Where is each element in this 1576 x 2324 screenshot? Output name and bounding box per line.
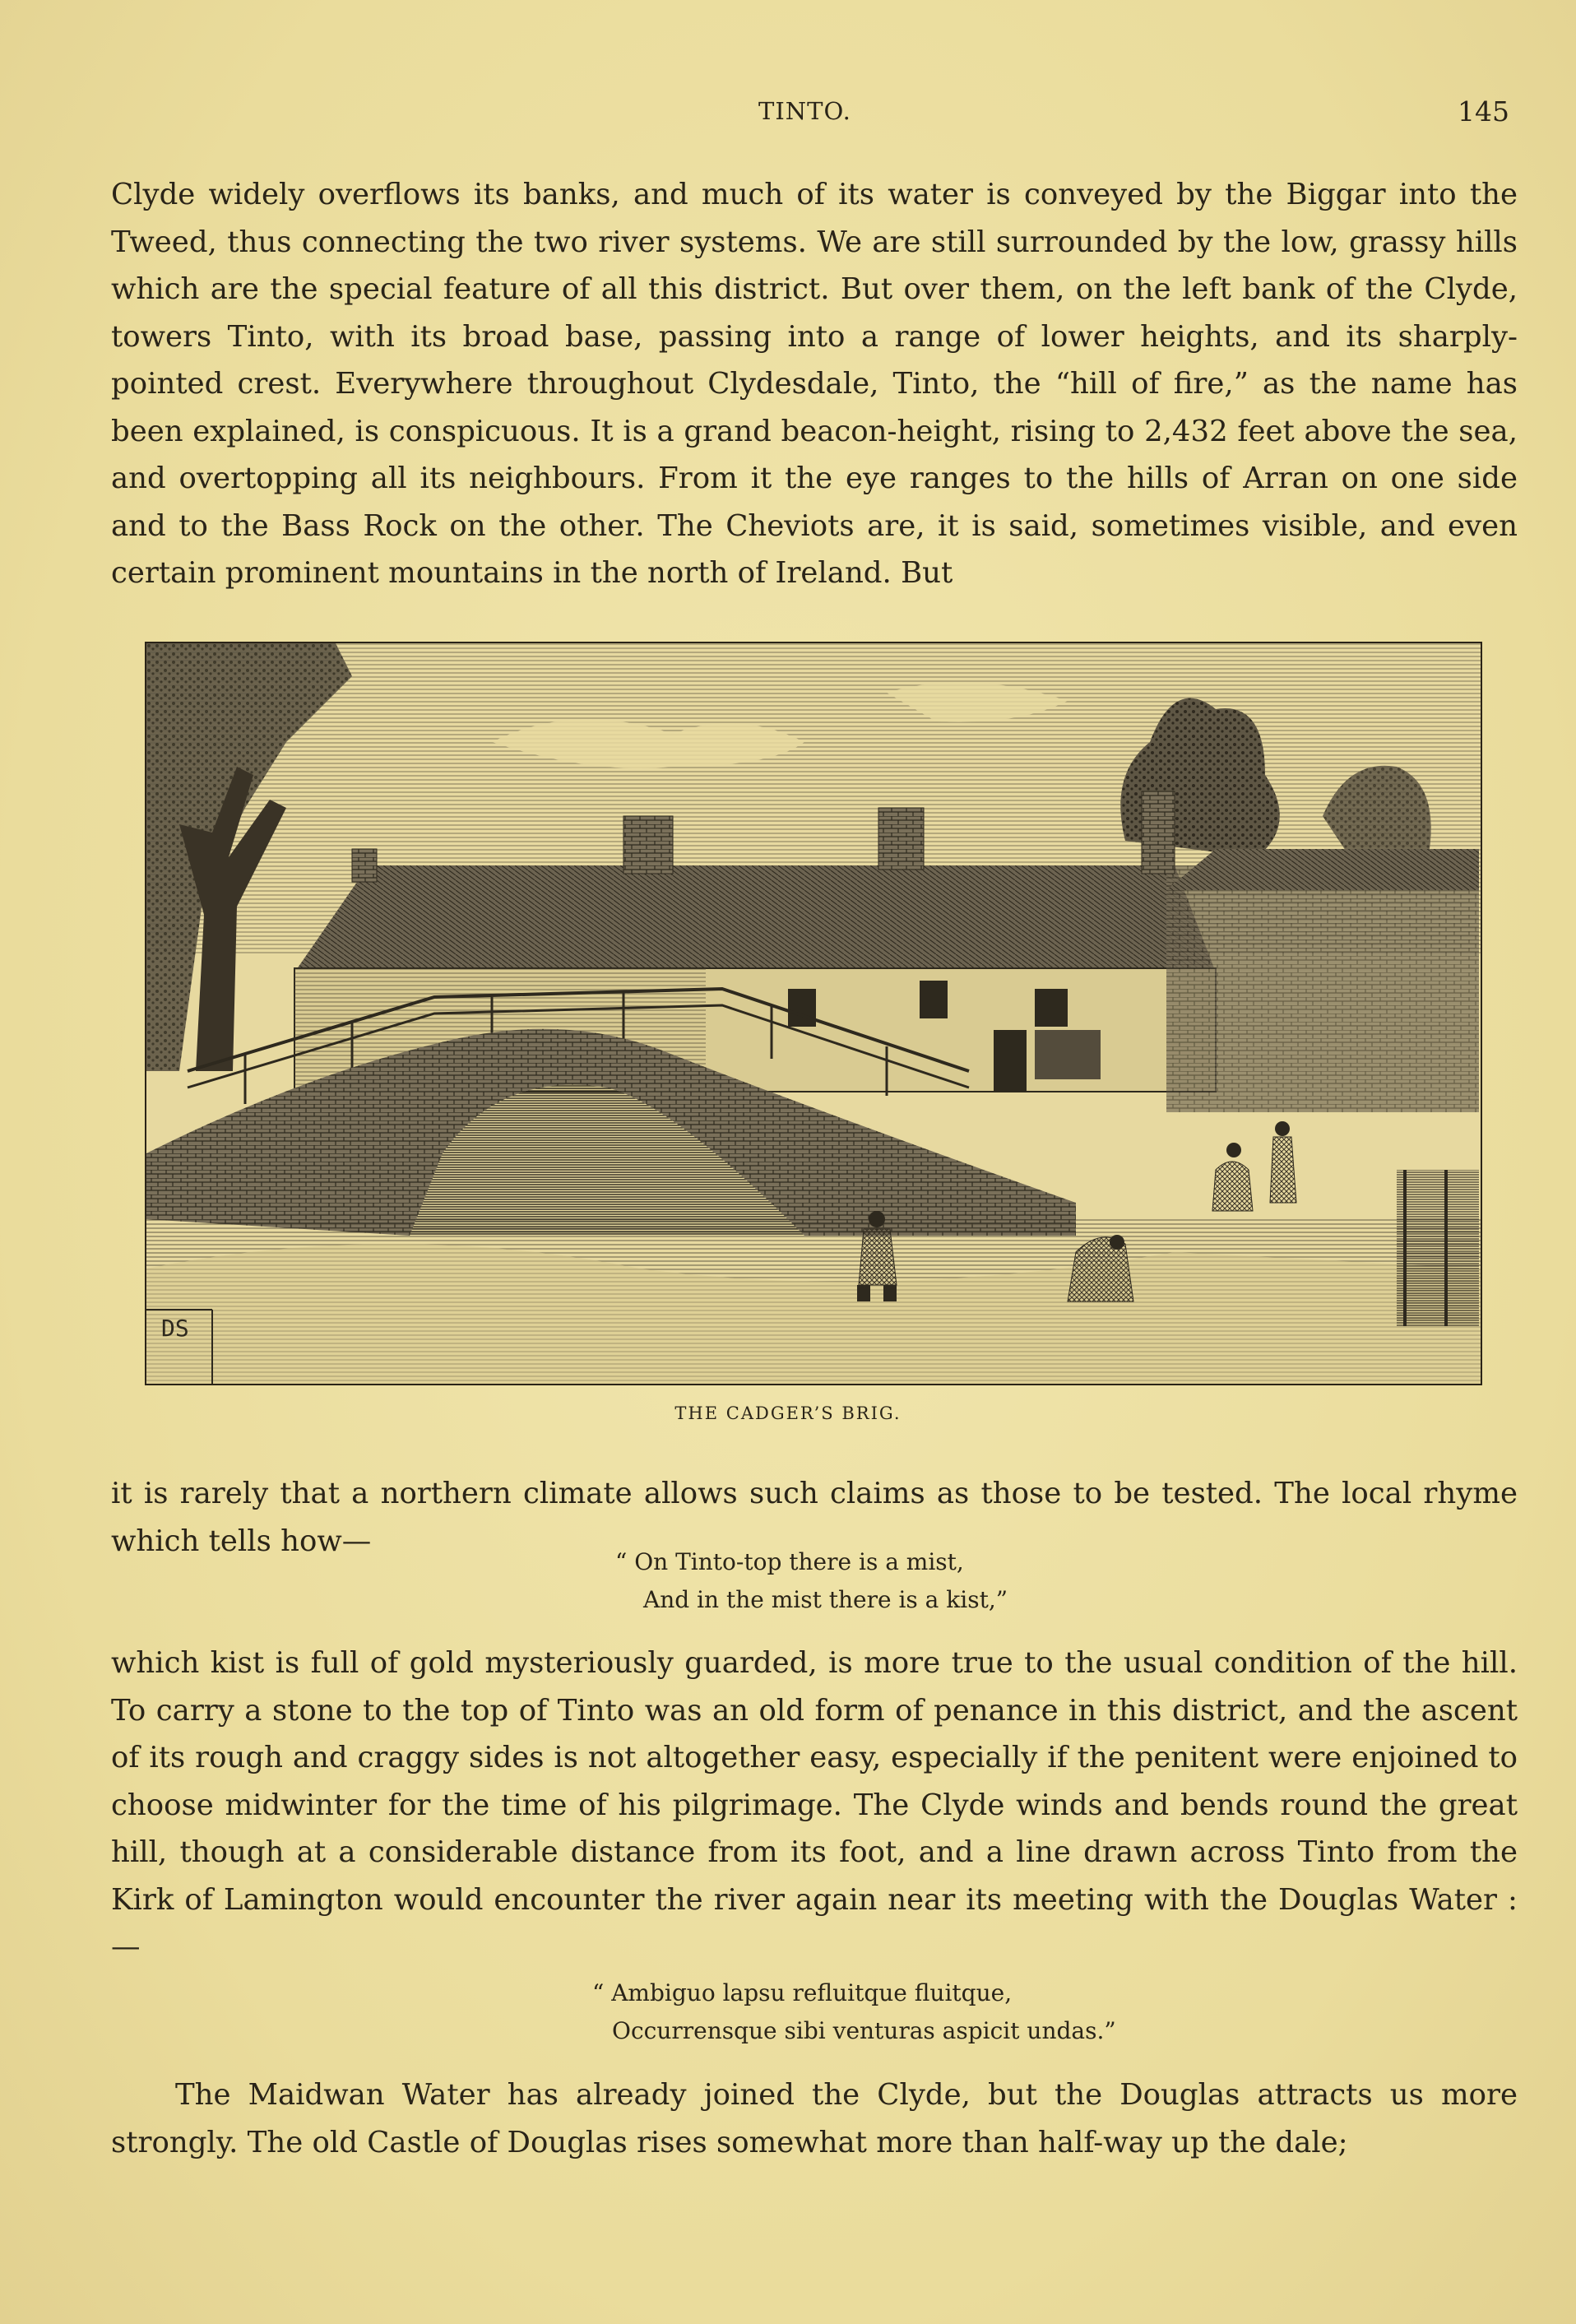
running-title: TINTO.: [758, 97, 851, 125]
figure-caption: THE CADGER’S BRIG.: [674, 1403, 902, 1423]
paragraph-opening: Clyde widely overflows its banks, and much of its water is conveyed by the Biggar into the Tweed, thus connecting the two river systems. We are still surrounded by the low, grassy hills which are the special feature of all this district. But over them, on the left bank of the Clyde, towers Tinto, with its broad base, passing into a range of lower heights, and its sharply-pointed crest. Everywhere throughout Clydesdale, Tinto, the “hill of fire,” as the name has been explained, is conspicuous. It is a grand beacon-height, rising to 2,432 feet above the sea, and overtopping all its neighbours. From it the eye ranges to the hills of Arran on one side and to the Bass Rock on the other. The Cheviots are, it is said, sometimes visible, and even certain prominent mountains in the north of Ireland. But: [111, 178, 1518, 590]
verse-line: Occurrensque sibi venturas aspicit undas.”: [612, 2017, 1116, 2044]
page-number: 145: [1458, 95, 1509, 128]
cottage-door: [994, 1030, 1027, 1092]
verse-line: “ On Tinto-top there is a mist,: [615, 1548, 964, 1575]
engraving-illustration: [145, 642, 1482, 1385]
paragraph-rhyme-intro: it is rarely that a northern climate allows such claims as those to be tested. The local rhyme which tells how—: [111, 1477, 1518, 1558]
cadgers-brig-engraving: [146, 643, 1481, 1384]
cottage-window: [788, 989, 816, 1027]
verse-latin: [592, 1974, 1116, 2050]
engraver-monogram: DS: [161, 1315, 189, 1342]
cottage-window: [920, 981, 948, 1018]
shop-window: [1035, 1030, 1101, 1079]
running-head: [0, 97, 1576, 130]
paragraph-kist: which kist is full of gold mysteriously guarded, is more true to the usual condition of the hill. To carry a stone to the top of Tinto was an old form of penance in this district, and the ascent of its rough and craggy sides is not altogether easy, especially if the penitent were enjoined to choose midwinter for the time of his pilgrimage. The Clyde winds and bends round the great hill, though at a considerable distance from its foot, and a line drawn across Tinto from the Kirk of Lamington would encounter the river again near its meeting with the Douglas Water :—: [111, 1646, 1518, 1964]
paragraph-douglas: The Maidwan Water has already joined the Clyde, but the Douglas attracts us more strongly. The old Castle of Douglas rises somewhat more than half-way up the dale;: [111, 2078, 1518, 2159]
verse-line: And in the mist there is a kist,”: [643, 1586, 1008, 1613]
cottage-window: [1035, 989, 1068, 1027]
right-fence: [1397, 1170, 1479, 1326]
verse-line: “ Ambiguo lapsu refluitque fluitque,: [592, 1979, 1013, 2006]
verse-tinto-rhyme: [615, 1543, 1008, 1619]
